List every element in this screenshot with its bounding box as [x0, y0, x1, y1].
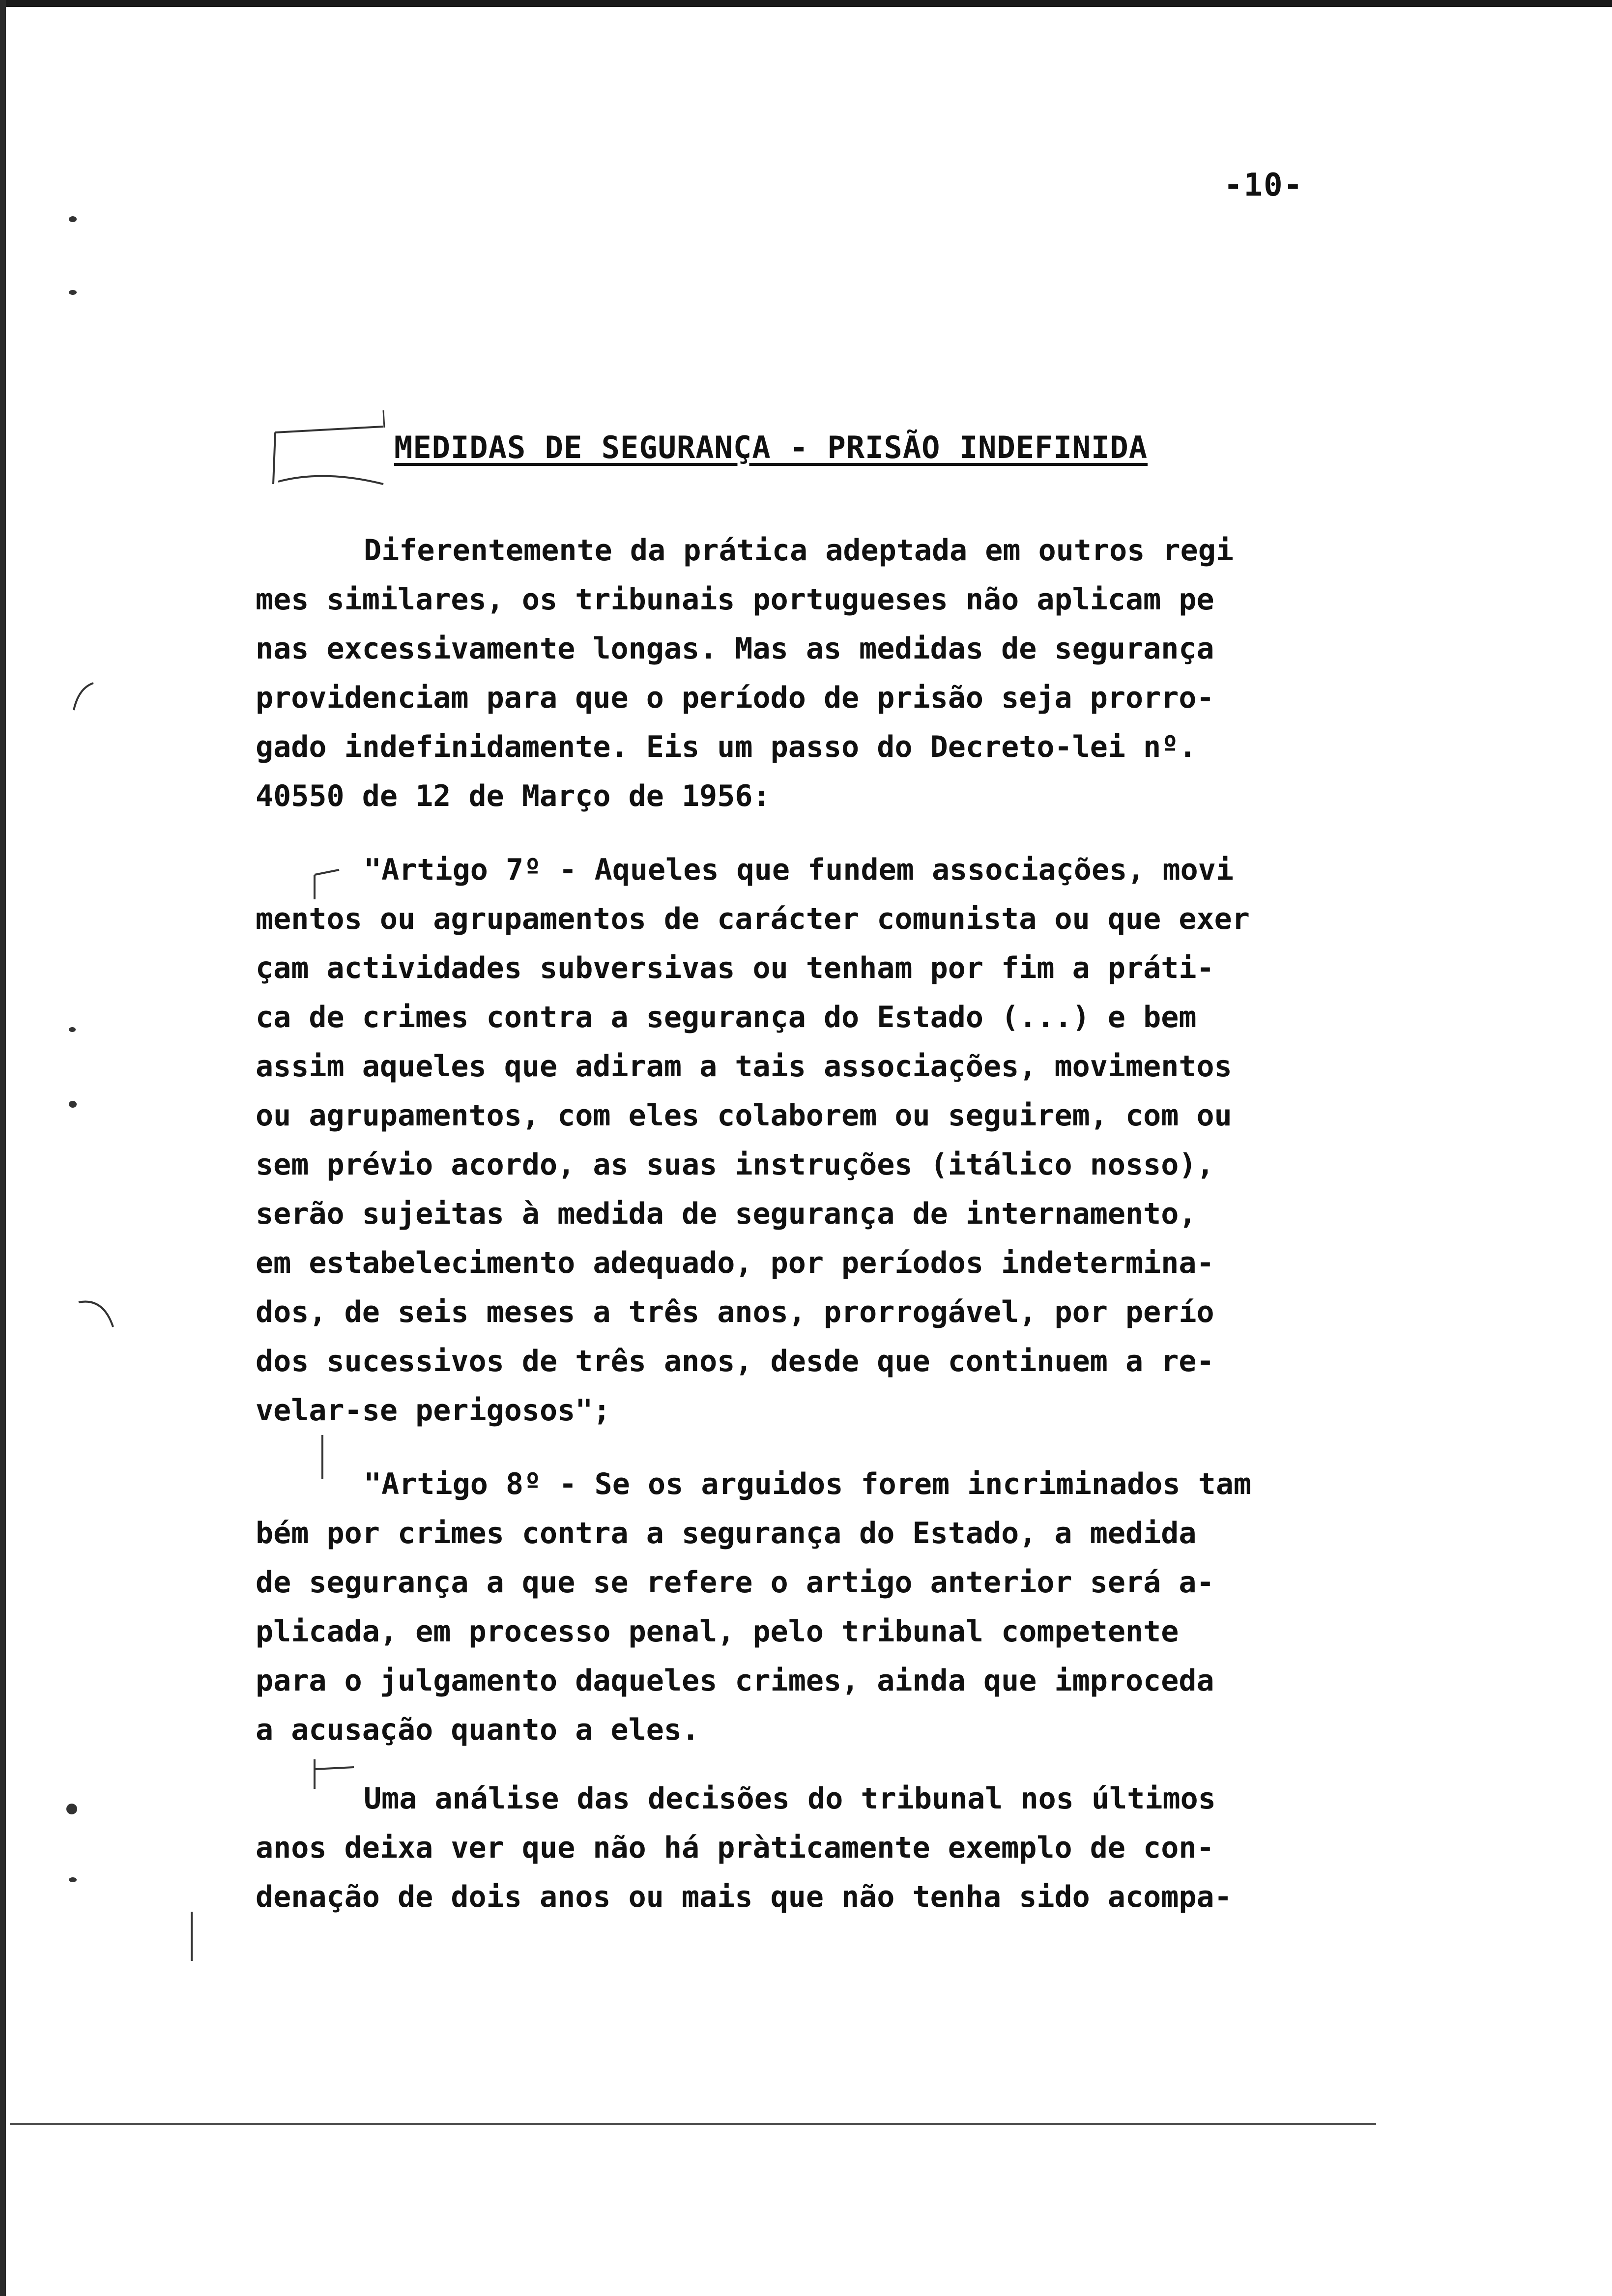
- text-line: "Artigo 8º - Se os arguidos forem incriminados tam: [364, 1467, 1252, 1501]
- text-line: Uma análise das decisões do tribunal nos últimos: [364, 1781, 1216, 1816]
- text-line: plicada, em processo penal, pelo tribunal competente: [256, 1614, 1179, 1649]
- paragraph-intro: [256, 526, 1366, 821]
- text-line: bém por crimes contra a segurança do Estado, a medida: [256, 1516, 1197, 1550]
- text-line: serão sujeitas à medida de segurança de internamento,: [256, 1197, 1197, 1231]
- fold-line: [10, 2123, 1376, 2125]
- text-line: assim aqueles que adiram a tais associações, movimentos: [256, 1049, 1232, 1084]
- paragraph-analysis: [256, 1774, 1366, 1922]
- text-line: para o julgamento daqueles crimes, ainda que improceda: [256, 1664, 1214, 1698]
- section-heading: MEDIDAS DE SEGURANÇA - PRISÃO INDEFINIDA: [394, 430, 1148, 465]
- text-line: mentos ou agrupamentos de carácter comunista ou que exer: [256, 902, 1250, 936]
- text-line: de segurança a que se refere o artigo anterior será a-: [256, 1565, 1214, 1600]
- text-line: em estabelecimento adequado, por períodos indetermina-: [256, 1246, 1214, 1280]
- text-line: sem prévio acordo, as suas instruções (itálico nosso),: [256, 1148, 1214, 1182]
- text-line: dos sucessivos de três anos, desde que continuem a re-: [256, 1344, 1214, 1378]
- text-line: çam actividades subversivas ou tenham por fim a práti-: [256, 951, 1214, 985]
- text-line: Diferentemente da prática adeptada em outros regi: [364, 533, 1234, 568]
- text-line: ou agrupamentos, com eles colaborem ou seguirem, com ou: [256, 1098, 1232, 1133]
- text-line: "Artigo 7º - Aqueles que fundem associações, movi: [364, 853, 1234, 887]
- text-line: 40550 de 12 de Março de 1956:: [256, 779, 771, 813]
- text-line: a acusação quanto a eles.: [256, 1713, 700, 1747]
- text-line: nas excessivamente longas. Mas as medidas de segurança: [256, 631, 1214, 666]
- page-number: -10-: [1224, 167, 1304, 203]
- text-line: ca de crimes contra a segurança do Estado (...) e bem: [256, 1000, 1197, 1034]
- text-line: gado indefinidamente. Eis um passo do Decreto-lei nº.: [256, 730, 1197, 764]
- text-line: denação de dois anos ou mais que não tenha sido acompa-: [256, 1880, 1232, 1914]
- paragraph-artigo-8: [256, 1460, 1366, 1754]
- text-line: anos deixa ver que não há pràticamente exemplo de con-: [256, 1831, 1214, 1865]
- text-line: providenciam para que o período de prisão seja prorro-: [256, 681, 1214, 715]
- text-line: dos, de seis meses a três anos, prorrogável, por perío: [256, 1295, 1214, 1329]
- paragraph-artigo-7: [256, 845, 1366, 1435]
- text-line: mes similares, os tribunais portugueses não aplicam pe: [256, 582, 1214, 617]
- text-line: velar-se perigosos";: [256, 1393, 611, 1428]
